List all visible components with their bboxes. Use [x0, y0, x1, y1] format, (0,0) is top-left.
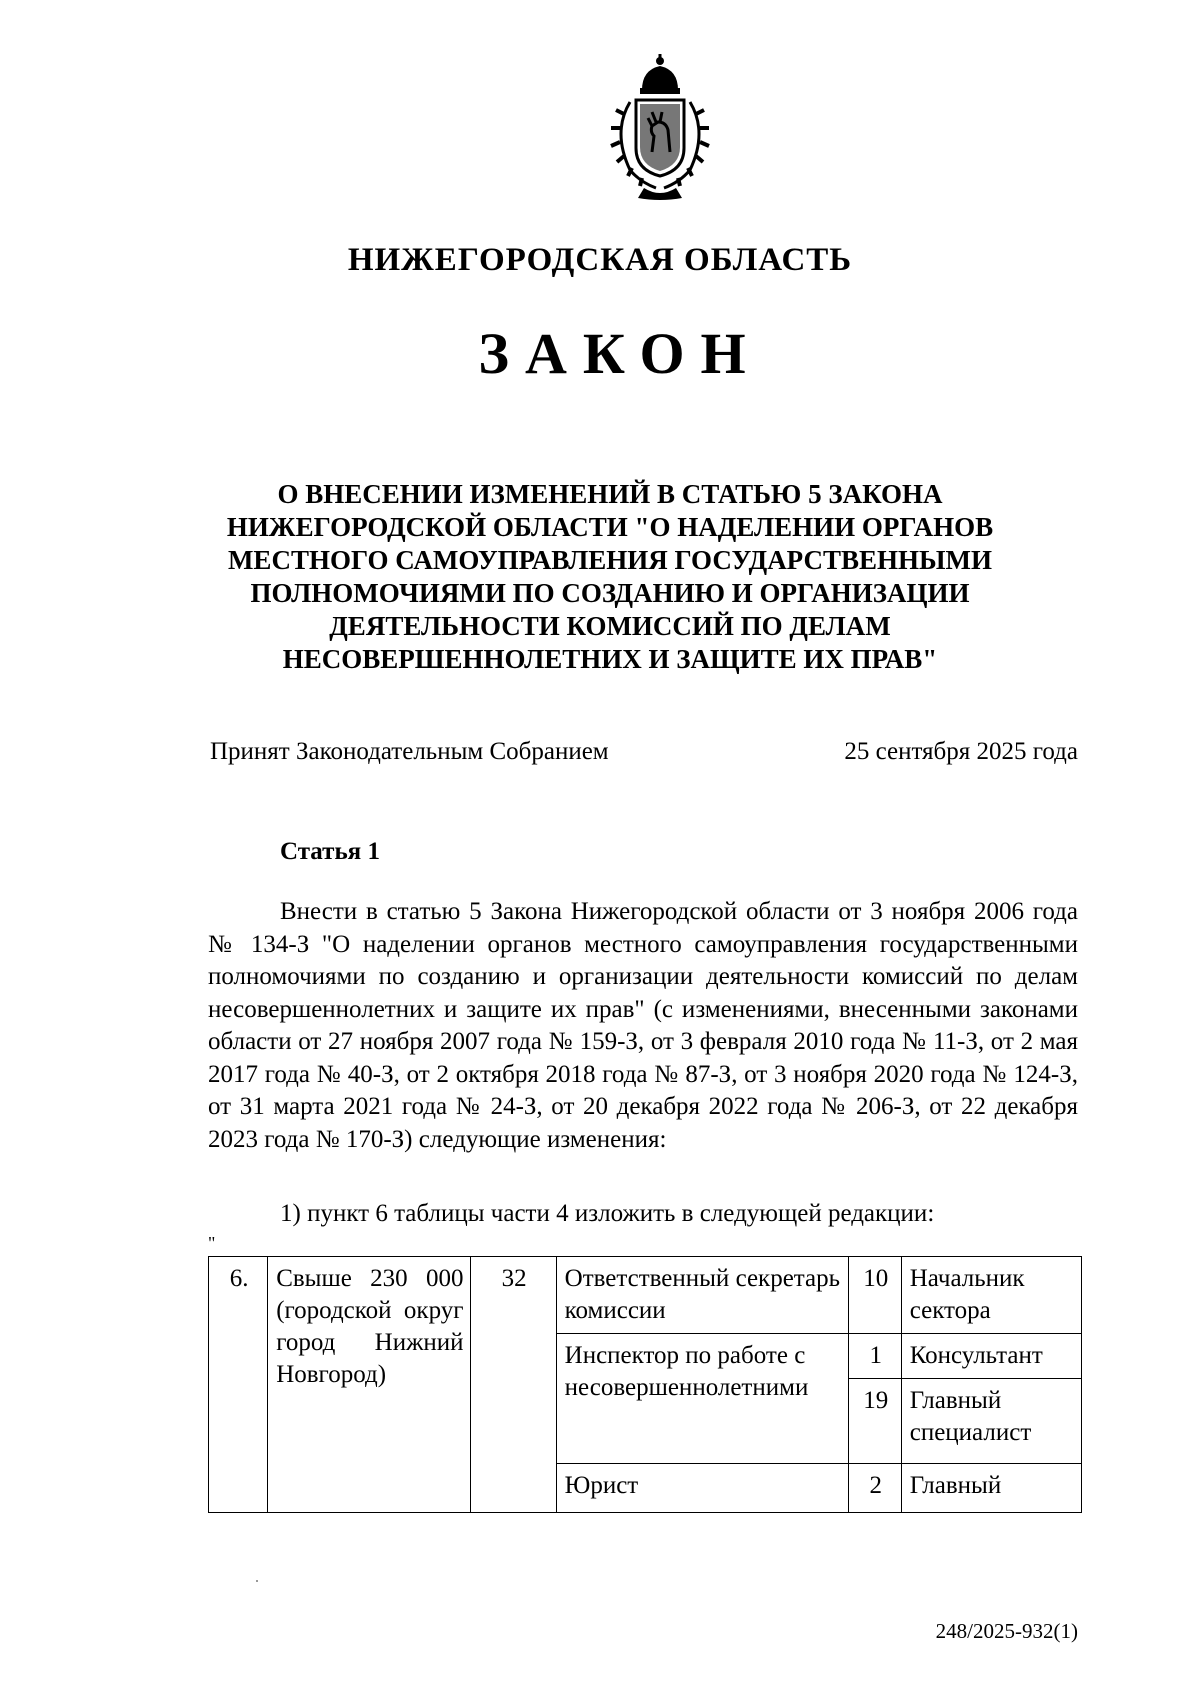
opening-quote: ": [208, 1233, 216, 1253]
position-cell: Инспектор по работе с несовершеннолетними: [556, 1334, 848, 1464]
rank-cell: Консультант: [901, 1334, 1081, 1379]
count-cell: 10: [848, 1257, 901, 1334]
article-item-1: 1) пункт 6 таблицы части 4 изложить в следующей редакции:: [280, 1200, 935, 1227]
rank-cell: Главный: [901, 1464, 1081, 1513]
amendment-table: [208, 1256, 1082, 1513]
count-cell: 19: [848, 1379, 901, 1464]
law-title-line: МЕСТНОГО САМОУПРАВЛЕНИЯ ГОСУДАРСТВЕННЫМИ: [227, 545, 993, 575]
article-heading: Статья 1: [280, 838, 380, 865]
rank-cell: Начальник сектора: [901, 1257, 1081, 1334]
position-cell: Ответственный секретарь комиссии: [556, 1257, 848, 1334]
document-type-heading: ЗАКОН: [478, 321, 762, 386]
total-staff-cell: 32: [470, 1257, 556, 1513]
law-title-line: О ВНЕСЕНИИ ИЗМЕНЕНИЙ В СТАТЬЮ 5 ЗАКОНА: [277, 479, 943, 509]
law-title-line: ПОЛНОМОЧИЯМИ ПО СОЗДАНИЮ И ОРГАНИЗАЦИИ: [250, 578, 970, 608]
adoption-date: 25 сентября 2025 года: [844, 738, 1078, 765]
article-body: [208, 896, 1078, 1156]
count-cell: 2: [848, 1464, 901, 1513]
region-heading: НИЖЕГОРОДСКАЯ ОБЛАСТЬ: [347, 242, 853, 278]
count-cell: 1: [848, 1334, 901, 1379]
item-number-cell: 6.: [209, 1257, 268, 1513]
table-row: [209, 1257, 1082, 1334]
area-cell: Свыше 230 000 (городской округ город Нижний Новгород): [268, 1257, 470, 1513]
scan-speck: [256, 1580, 258, 1582]
rank-cell: Главный специалист: [901, 1379, 1081, 1464]
coat-of-arms-emblem: [590, 52, 730, 202]
document-number: 248/2025-932(1): [935, 1619, 1078, 1643]
article-paragraph: Внести в статью 5 Закона Нижегородской области от 3 ноября 2006 года № 134-З "О наделении органов местного самоуправления государственными полномочиями по созданию и организации деятельности комиссий по делам несовершеннолетних и защите их прав" (с изменениями, внесенными законами области от 27 ноября 2007 года № 159-З, от 3 февраля 2010 года № 11-З, от 2 мая 2017 года № 40-З, от 2 октября 2018 года № 87-З, от 3 ноября 2020 года № 124-З, от 31 марта 2021 года № 24-З, от 20 декабря 2022 года № 206-З, от 22 декабря 2023 года № 170-З) следующие изменения:: [208, 898, 1078, 1153]
law-title-line: ДЕЯТЕЛЬНОСТИ КОМИССИЙ ПО ДЕЛАМ: [329, 611, 891, 641]
law-title: [160, 478, 1060, 676]
law-title-line: НИЖЕГОРОДСКОЙ ОБЛАСТИ "О НАДЕЛЕНИИ ОРГАНОВ: [226, 512, 994, 542]
law-title-line: НЕСОВЕРШЕННОЛЕТНИХ И ЗАЩИТЕ ИХ ПРАВ": [282, 644, 938, 674]
adoption-label: Принят Законодательным Собранием: [210, 738, 609, 765]
position-cell: Юрист: [556, 1464, 848, 1513]
